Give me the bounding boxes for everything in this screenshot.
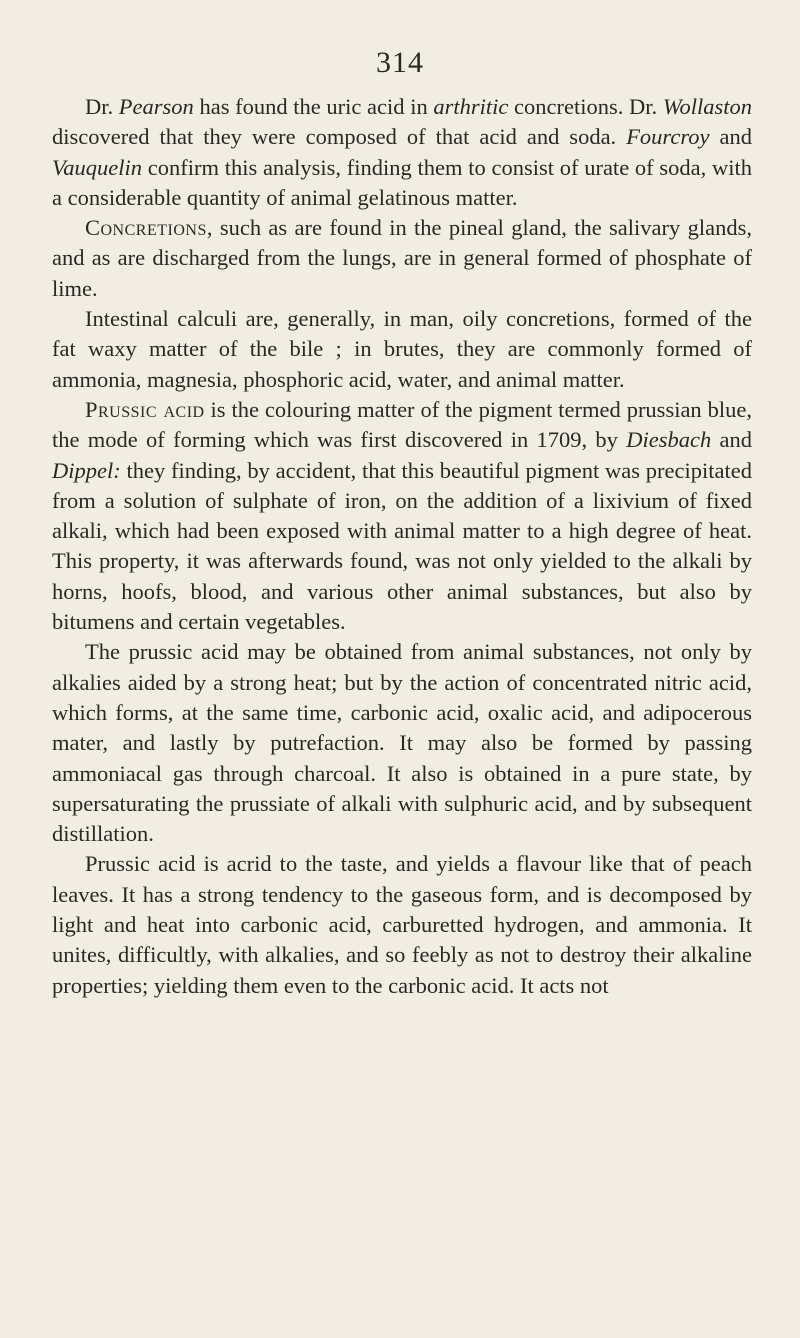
- italic-text: arthritic: [433, 94, 509, 119]
- italic-text: Vauquelin: [52, 154, 142, 180]
- text-run: Dr.: [85, 94, 119, 119]
- italic-text: Pearson: [118, 94, 194, 119]
- text-run: is the colouring matter of the pigment termed prussian blue, the mode of forming which was first discovered in 1709, by: [52, 396, 752, 453]
- text-run: confirm this analysis, finding them to consist of urate of soda, with a considerable quantity of animal gelatinous matter.: [52, 154, 752, 210]
- page-number: 314: [376, 46, 424, 79]
- italic-text: Fourcroy: [626, 124, 710, 150]
- paragraph: [52, 92, 752, 213]
- text-run: Intestinal calculi are, generally, in man, oily concretions, formed of the fat waxy matter of the bile ; in brutes, they are commonly formed of ammonia, magnesia, phosphoric acid, water, and animal matter.: [52, 306, 752, 392]
- text-run: The prussic acid may be obtained from animal substances, not only by alkalies aided by a strong heat; but by the action of concentrated nitric acid, which forms, at the same time, carbonic acid, oxalic acid, and adipocerous mater, and lastly by putrefaction. It may also be formed by passing ammoniacal gas through charcoal. It also is obtained in a pure state, by supersaturating the prussiate of alkali with sulphuric acid, and by subsequent distillation.: [52, 639, 752, 847]
- paragraph: [52, 637, 752, 849]
- paragraph: [52, 304, 752, 395]
- text-run: they finding, by accident, that this beautiful pigment was precipitated from a solution of sulphate of iron, on the addition of a lixivium of fixed alkali, which had been exposed with animal matter to a high degree of heat. This property, it was afterwards found, was not only yielded to the alkali by horns, hoofs, blood, and various other animal substances, but also by bitumens and certain vegetables.: [52, 457, 752, 635]
- text-run: and: [709, 124, 752, 150]
- italic-text: Wollaston: [662, 94, 753, 119]
- italic-text: Dippel:: [52, 457, 121, 483]
- page-text: [52, 92, 752, 1001]
- paragraph: [52, 395, 752, 637]
- paragraph: [52, 213, 752, 304]
- paragraph: [52, 849, 752, 1000]
- text-run: concretions. Dr.: [508, 94, 663, 119]
- text-run: and: [711, 427, 752, 453]
- italic-text: Diesbach: [626, 427, 712, 453]
- small-caps-heading: Prussic acid: [85, 396, 205, 422]
- text-run: , such as are found in the pineal gland, the salivary glands, and as are discharged from the lungs, are in general formed of phosphate of lime.: [52, 215, 752, 301]
- text-run: discovered that they were composed of that acid and soda.: [52, 124, 627, 150]
- small-caps-heading: Concretions: [85, 215, 207, 241]
- text-run: Prussic acid is acrid to the taste, and yields a flavour like that of peach leaves. It has a strong tendency to the gaseous form, and is decomposed by light and heat into carbonic acid, carburetted hydrogen, and ammonia. It unites, difficultly, with alkalies, and so feebly as not to destroy their alkaline properties; yielding them even to the carbonic acid. It acts not: [52, 851, 752, 998]
- text-run: has found the uric acid in: [193, 94, 434, 119]
